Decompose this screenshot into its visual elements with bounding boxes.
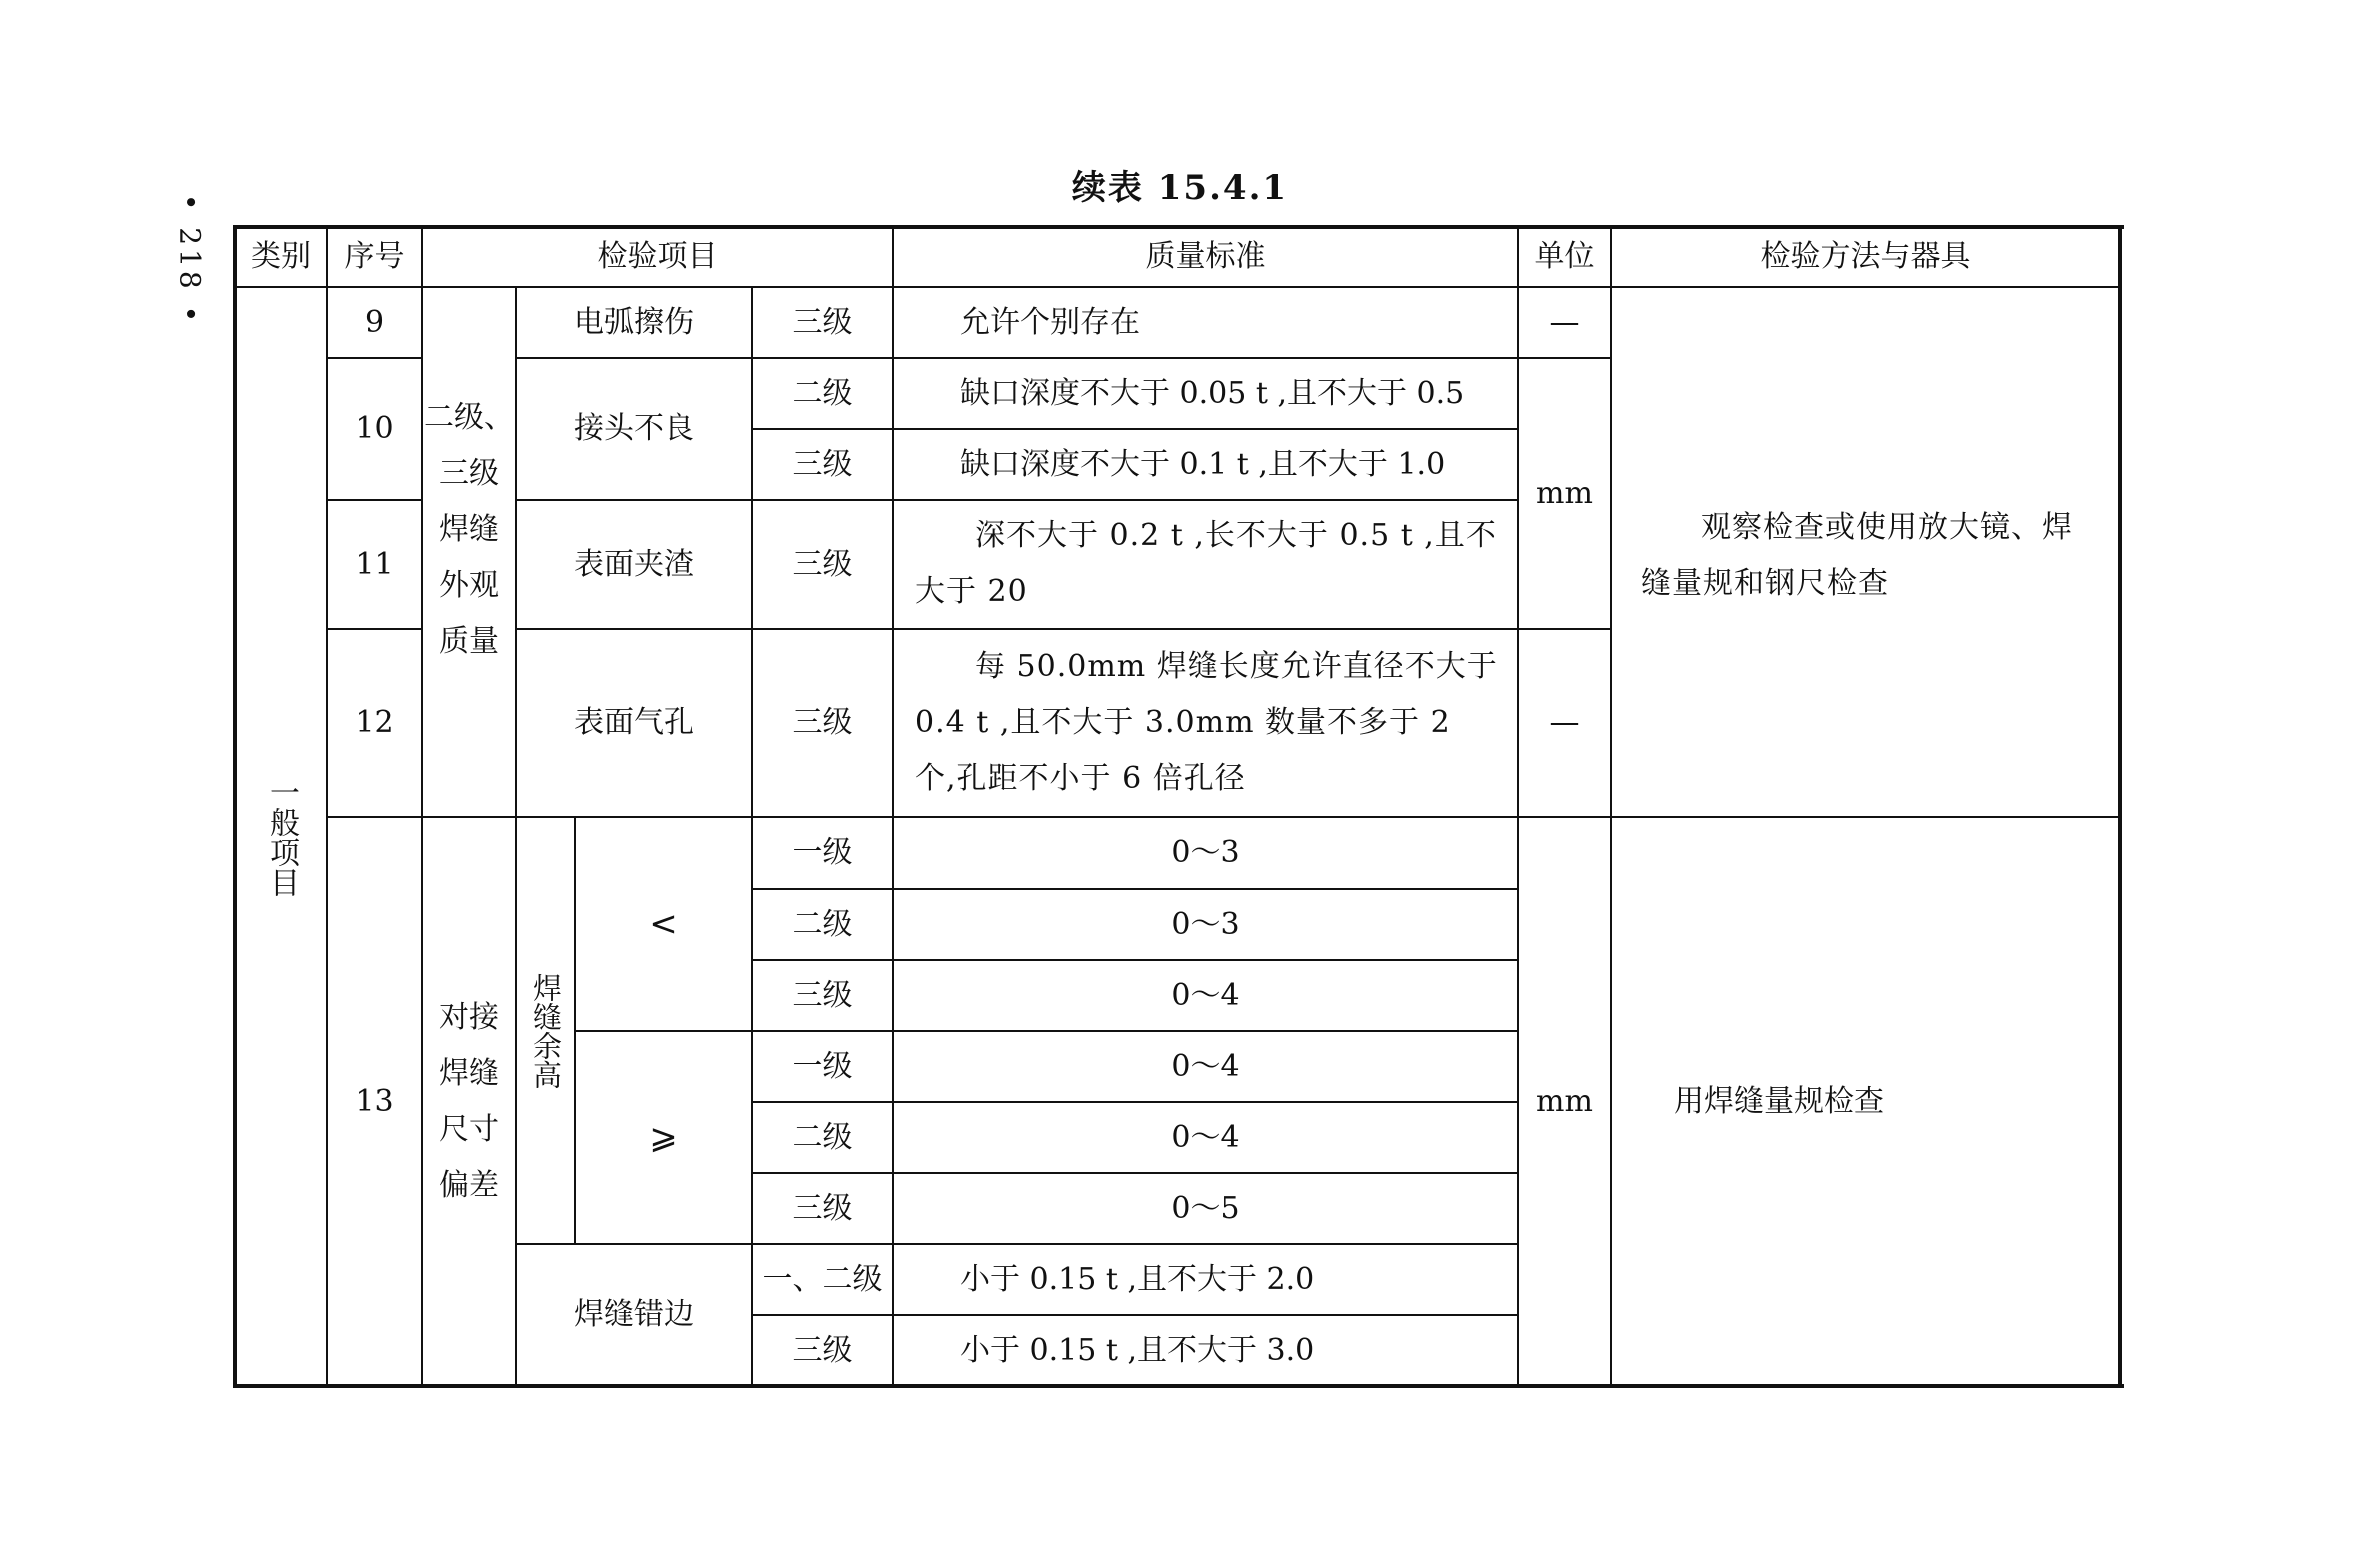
grade-cell: 三级: [792, 546, 853, 582]
group-appearance-line: 外观: [439, 568, 499, 603]
category-cell: [235, 287, 327, 1386]
col-divider: [892, 227, 894, 1386]
item-surface-slag: 表面夹渣: [574, 546, 694, 582]
row-divider: [1518, 628, 1611, 630]
standard-cell: 缺口深度不大于 0.1 t ,且不大于 1.0: [960, 446, 1446, 482]
unit-cell: mm: [1536, 1083, 1593, 1119]
header-seq: 序号: [344, 239, 405, 274]
seq-10: 10: [355, 411, 394, 446]
row-divider: [327, 628, 422, 630]
seq-9: 9: [364, 304, 385, 340]
col-divider: [326, 227, 328, 1386]
grade-cell: 三级: [792, 977, 853, 1013]
standard-cell: 每 50.0mm 焊缝长度允许直径不大于 0.4 t ,且不大于 3.0mm 数量不多于 2 个,孔距不小于 6 倍孔径: [915, 649, 1498, 796]
row-divider: [516, 1243, 1518, 1245]
standard-cell: 小于 0.15 t ,且不大于 3.0: [960, 1332, 1315, 1368]
group-appearance-label: [422, 390, 516, 690]
grade-cell: 三级: [792, 1332, 853, 1368]
group-appearance-line: 焊缝: [439, 512, 499, 547]
grade-cell: 二级: [792, 1119, 853, 1155]
header-unit: 单位: [1534, 239, 1595, 274]
unit-cell: mm: [1536, 475, 1593, 511]
row-divider: [752, 959, 1518, 961]
row-divider: [752, 1101, 1518, 1103]
row-divider: [752, 1172, 1518, 1174]
row-divider: [575, 1030, 1518, 1032]
group-dimension-label: [422, 817, 516, 1386]
grade-cell: 一级: [792, 835, 853, 870]
category-label: 一般项目: [264, 776, 299, 897]
standard-cell: 深不大于 0.2 t ,长不大于 0.5 t ,且不大于 20: [915, 518, 1497, 609]
grade-cell: 二级: [792, 906, 853, 942]
grade-cell: 一、二级: [762, 1261, 883, 1297]
unit-cell: —: [1549, 705, 1580, 740]
header-divider: [235, 286, 2120, 288]
method-appearance: 观察检查或使用放大镜、焊缝量规和钢尺检查: [1641, 510, 2073, 601]
row-divider: [516, 499, 1518, 501]
standard-cell: 0～4: [1171, 1119, 1240, 1155]
col-divider: [751, 287, 753, 1386]
reinforcement-label: 焊缝余高: [529, 972, 563, 1089]
table-border-right: [2118, 225, 2122, 1388]
standard-cell: 缺口深度不大于 0.05 t ,且不大于 0.5: [960, 375, 1465, 411]
standard-cell: 0～4: [1171, 1048, 1240, 1084]
grade-cell: 三级: [792, 446, 853, 482]
item-arc-strike: 电弧擦伤: [574, 304, 694, 340]
row-divider: [327, 816, 422, 818]
standard-cell: 允许个别存在: [960, 304, 1140, 340]
seq-11: 11: [355, 546, 394, 582]
row-divider: [327, 499, 422, 501]
standard-cell: 小于 0.15 t ,且不大于 2.0: [960, 1261, 1315, 1297]
condition-less-than: <: [649, 903, 678, 944]
method-dimension: 用焊缝量规检查: [1674, 1083, 1884, 1119]
grade-cell: 三级: [792, 1190, 853, 1226]
item-surface-porosity: 表面气孔: [574, 705, 694, 740]
row-divider: [1518, 357, 1611, 359]
table-title: 续表 15.4.1: [1071, 168, 1289, 208]
header-method: 检验方法与器具: [1760, 239, 1971, 274]
standard-cell: 0～5: [1171, 1190, 1240, 1226]
page-number: [150, 193, 230, 327]
group-appearance-line: 二级、: [424, 400, 514, 435]
header-standard: 质量标准: [1145, 239, 1266, 274]
misalignment-label: 焊缝错边: [574, 1297, 694, 1332]
group-dimension-line: 对接: [439, 999, 499, 1035]
group-dimension-line: 尺寸: [439, 1111, 499, 1147]
row-divider: [752, 428, 1518, 430]
table-border-bottom: [235, 1384, 2124, 1388]
table-border-left: [233, 225, 237, 1388]
condition-greater-equal: ⩾: [649, 1117, 678, 1158]
group-dimension-line: 焊缝: [439, 1055, 499, 1091]
table-border-top: [235, 225, 2124, 229]
grade-cell: 三级: [792, 705, 853, 740]
col-divider: [1610, 227, 1612, 1386]
header-category: 类别: [251, 239, 311, 274]
row-divider: [752, 888, 1518, 890]
seq-12: 12: [355, 705, 394, 740]
page-number-text: • 218 •: [173, 193, 207, 327]
header-item: 检验项目: [597, 239, 718, 274]
grade-cell: 一级: [792, 1048, 853, 1084]
standard-cell: 0～4: [1171, 977, 1240, 1013]
seq-13: 13: [355, 1083, 394, 1119]
standard-cell: 0～3: [1171, 835, 1240, 870]
group-dimension-line: 偏差: [439, 1167, 499, 1203]
grade-cell: 二级: [792, 375, 853, 411]
grade-cell: 三级: [792, 304, 853, 340]
standard-cell: 0～3: [1171, 906, 1240, 942]
row-divider: [422, 816, 2120, 818]
col-divider: [1517, 227, 1519, 1386]
row-divider: [327, 357, 422, 359]
row-divider: [516, 628, 1518, 630]
unit-cell: —: [1549, 304, 1580, 340]
row-divider: [752, 1314, 1518, 1316]
col-divider: [515, 287, 517, 1386]
row-divider: [516, 357, 1518, 359]
reinforcement-cell: [516, 817, 575, 1244]
group-appearance-line: 质量: [439, 624, 499, 659]
col-divider: [421, 227, 423, 1386]
group-appearance-line: 三级: [439, 456, 499, 491]
item-poor-joint: 接头不良: [574, 411, 694, 446]
